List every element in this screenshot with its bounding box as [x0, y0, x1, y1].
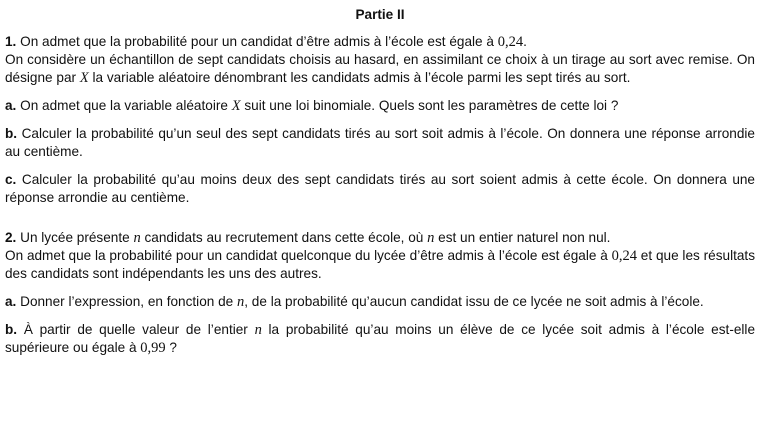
section-title: Partie II — [355, 7, 405, 22]
q1a — [5, 97, 755, 115]
q1-context-text: On considère un échantillon de sept candidats choisis au hasard, en assimilant ce choix à un tirage au sort avec remise. On désigne par — [5, 52, 755, 85]
q1b-text: Calculer la probabilité qu’un seul des sept candidats tirés au sort soit admis à l’école. On donnera une réponse arrondie au centième. — [5, 126, 755, 159]
q1-text-end: . — [523, 34, 527, 49]
q1c — [5, 171, 755, 207]
q1-context-text-end: la variable aléatoire dénombrant les candidats admis à l’école parmi les sept tirés au sort. — [88, 70, 631, 85]
q1-probability-value: 0,24 — [497, 34, 524, 50]
q2-number: 2. — [5, 230, 17, 245]
q1-intro-line — [5, 33, 755, 51]
q2b-text: À partir de quelle valeur de l’entier — [17, 322, 255, 337]
q2a-text-end: , de la probabilité qu’aucun candidat issu de ce lycée ne soit admis à l’école. — [244, 294, 704, 309]
q2b-text-mid: la probabilité qu’au moins un élève de ce lycée soit admis à l’école est-elle supérieure ou égale à — [5, 322, 756, 355]
q2-variable-repeat: n — [427, 230, 435, 246]
question-1 — [5, 33, 755, 207]
q2a-variable: n — [237, 294, 245, 310]
q1b — [5, 125, 755, 161]
q2b-text-end: ? — [165, 340, 177, 355]
q2a-text: Donner l’expression, en fonction de — [16, 294, 237, 309]
q1a-label: a. — [5, 98, 17, 113]
q2-text-end: est un entier naturel non nul. — [434, 230, 611, 245]
q2-context-text-end: et que les résultats des candidats sont indépendants les uns des autres. — [5, 248, 755, 281]
q1b-label: b. — [5, 126, 18, 141]
q2-variable: n — [133, 230, 141, 246]
q2b-label: b. — [5, 322, 18, 337]
question-2 — [5, 229, 755, 357]
q1-context — [5, 51, 755, 87]
q1-variable: X — [79, 70, 89, 86]
q2-text: Un lycée présente — [16, 230, 134, 245]
q1a-text-end: suit une loi binomiale. Quels sont les paramètres de cette loi ? — [240, 98, 619, 113]
q1-number: 1. — [5, 34, 17, 49]
q2a-label: a. — [5, 294, 17, 309]
q2b-variable: n — [254, 322, 262, 338]
q2-text-mid: candidats au recrutement dans cette école, où — [140, 230, 428, 245]
q2-context-text: On admet que la probabilité pour un candidat quelconque du lycée d’être admis à l’école est égale à — [5, 248, 612, 263]
q2a — [5, 293, 755, 311]
q2-intro-line — [5, 229, 755, 247]
q2b-threshold-value: 0,99 — [140, 340, 166, 356]
q1-text: On admet que la probabilité pour un candidat d’être admis à l’école est égale à — [20, 34, 498, 49]
q2b — [5, 321, 755, 357]
q1c-text: Calculer la probabilité qu’au moins deux des sept candidats tirés au sort soient admis à cette école. On donnera une réponse arrondie au centième. — [5, 172, 755, 205]
q1a-variable: X — [231, 98, 241, 114]
q1a-text: On admet que la variable aléatoire — [16, 98, 232, 113]
q2-probability-value: 0,24 — [611, 248, 637, 264]
q2-context — [5, 247, 755, 283]
q1c-label: c. — [5, 172, 17, 187]
